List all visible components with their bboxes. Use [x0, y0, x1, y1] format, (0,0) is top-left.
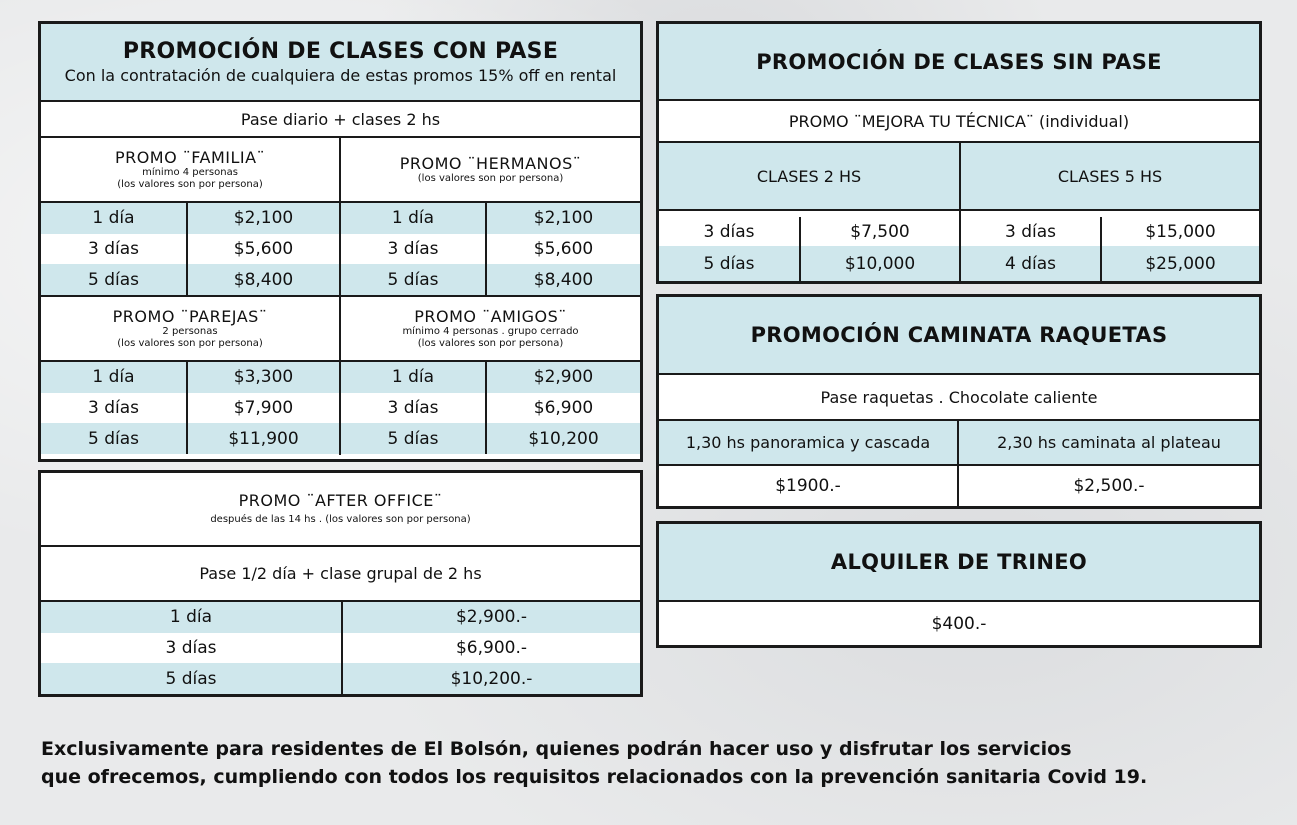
days-cell: 5 días — [341, 423, 487, 454]
price-cell: $2,100 — [533, 208, 594, 229]
sin-pase-panel — [656, 21, 1262, 284]
days-cell: 1 día — [41, 602, 343, 633]
price-cell: $2,900 — [533, 367, 594, 388]
days-cell: 3 días — [659, 217, 801, 246]
after-office-title: PROMO ¨AFTER OFFICE¨ — [238, 491, 443, 510]
raquetas-options — [659, 421, 1259, 466]
mejora-tecnica-text: PROMO ¨MEJORA TU TÉCNICA¨ (individual) — [788, 111, 1130, 131]
sin-pase-header — [659, 24, 1259, 101]
days-cell: 3 días — [341, 234, 487, 265]
price-cell: $15,000 — [1145, 221, 1216, 242]
amigos-note2: (los valores son por persona) — [417, 337, 564, 349]
price-cell: $7,500 — [850, 221, 910, 242]
hermanos-name: PROMO ¨HERMANOS¨ — [399, 153, 582, 173]
after-office-panel — [38, 470, 643, 697]
table-row — [341, 362, 640, 393]
days-cell: 3 días — [41, 393, 188, 424]
price-cell: $11,900 — [228, 428, 299, 449]
raquetas-option1: 1,30 hs panoramica y cascada — [659, 421, 959, 464]
sin-pase-title: PROMOCIÓN DE CLASES SIN PASE — [756, 49, 1162, 74]
raquetas-includes-text: Pase raquetas . Chocolate caliente — [820, 387, 1098, 407]
raquetas-option2: 2,30 hs caminata al plateau — [997, 433, 1221, 452]
table-row — [341, 234, 640, 265]
familia-hermanos-header — [41, 138, 640, 203]
amigos-price-table — [341, 362, 640, 455]
residents-note-line1: Exclusivamente para residentes de El Bolsón, quienes podrán hacer uso y disfrutar los servicios — [41, 738, 1072, 760]
price-cell: $25,000 — [1145, 253, 1216, 274]
con-pase-panel — [38, 21, 643, 462]
clases-2hs-header: CLASES 2 HS — [659, 143, 961, 209]
price-cell: $2,900.- — [455, 607, 528, 628]
trineo-panel — [656, 521, 1262, 648]
days-cell: 1 día — [41, 203, 188, 234]
table-row — [341, 203, 640, 234]
price-cell: $10,200 — [528, 428, 599, 449]
days-cell: 3 días — [341, 393, 487, 424]
days-cell: 5 días — [41, 264, 188, 295]
days-cell: 1 día — [41, 362, 188, 393]
sin-pase-promo-line — [659, 101, 1259, 143]
parejas-note1: 2 personas — [162, 325, 218, 337]
parejas-note2: (los valores son por persona) — [117, 337, 263, 349]
days-cell: 1 día — [341, 362, 487, 393]
price-cell: $3,300 — [233, 367, 294, 388]
days-cell: 5 días — [41, 423, 188, 454]
hermanos-note1: (los valores son por persona) — [417, 172, 564, 184]
con-pase-title: PROMOCIÓN DE CLASES CON PASE — [122, 39, 559, 64]
raquetas-header — [659, 297, 1259, 375]
parejas-header — [41, 297, 341, 360]
after-office-pass-line — [41, 547, 640, 602]
table-row — [41, 663, 640, 694]
price-cell: $6,900 — [533, 397, 594, 418]
familia-hermanos-prices — [41, 203, 640, 297]
hermanos-price-table — [341, 203, 640, 295]
con-pase-header — [41, 24, 640, 102]
clases-2hs-table — [659, 211, 961, 281]
familia-note2: (los valores son por persona) — [117, 178, 263, 190]
clases-5hs-table — [961, 211, 1259, 281]
after-office-pass-text: Pase 1/2 día + clase grupal de 2 hs — [199, 564, 482, 583]
raquetas-price1: $1900.- — [659, 466, 959, 506]
table-row — [961, 246, 1259, 281]
price-cell: $8,400 — [533, 269, 594, 290]
after-office-note: después de las 14 hs . (los valores son por persona) — [210, 514, 471, 525]
price-cell: $5,600 — [233, 238, 294, 259]
price-cell: $7,900 — [233, 397, 294, 418]
table-row — [41, 234, 339, 265]
price-cell: $2,100 — [233, 208, 294, 229]
trineo-price-row — [659, 602, 1259, 645]
raquetas-includes — [659, 375, 1259, 421]
after-office-header — [41, 473, 640, 547]
after-office-prices — [41, 602, 640, 694]
table-row — [341, 393, 640, 424]
trineo-header — [659, 524, 1259, 602]
days-cell: 5 días — [659, 246, 801, 281]
amigos-note1: mínimo 4 personas . grupo cerrado — [402, 325, 579, 337]
residents-note-line2: que ofrecemos, cumpliendo con todos los requisitos relacionados con la prevención sanitaria Covid 19. — [41, 766, 1148, 788]
days-cell: 4 días — [961, 246, 1102, 281]
sin-pase-col-headers — [659, 143, 1259, 211]
parejas-name: PROMO ¨PAREJAS¨ — [112, 306, 268, 326]
raquetas-title: PROMOCIÓN CAMINATA RAQUETAS — [750, 323, 1168, 347]
table-row — [961, 211, 1259, 246]
parejas-price-table — [41, 362, 341, 455]
pass-line-text: Pase diario + clases 2 hs — [240, 109, 441, 129]
table-row — [41, 393, 339, 424]
familia-header — [41, 138, 341, 201]
hermanos-header — [341, 138, 640, 201]
raquetas-panel — [656, 294, 1262, 509]
clases-5hs-header: CLASES 5 HS — [1057, 166, 1163, 186]
price-cell: $10,200.- — [450, 668, 533, 689]
price-cell: $8,400 — [233, 269, 294, 290]
familia-price-table — [41, 203, 341, 295]
parejas-amigos-prices — [41, 362, 640, 455]
parejas-amigos-header — [41, 297, 640, 362]
sin-pase-prices — [659, 211, 1259, 281]
table-row — [41, 362, 339, 393]
days-cell: 1 día — [341, 203, 487, 234]
table-row — [341, 264, 640, 295]
table-row — [41, 423, 339, 454]
familia-note1: mínimo 4 personas — [142, 166, 238, 178]
days-cell: 5 días — [41, 663, 343, 694]
price-cell: $6,900.- — [455, 637, 528, 658]
table-row — [41, 602, 640, 633]
table-row — [341, 423, 640, 454]
amigos-name: PROMO ¨AMIGOS¨ — [414, 306, 567, 326]
amigos-header — [341, 297, 640, 360]
familia-name: PROMO ¨FAMILIA¨ — [114, 147, 266, 167]
days-cell: 3 días — [961, 217, 1102, 246]
con-pase-pass-line — [41, 102, 640, 138]
con-pase-subtitle: Con la contratación de cualquiera de estas promos 15% off en rental — [64, 66, 617, 85]
table-row — [659, 211, 959, 246]
days-cell: 5 días — [341, 264, 487, 295]
price-cell: $5,600 — [533, 238, 594, 259]
raquetas-price2: $2,500.- — [1073, 476, 1145, 496]
table-row — [41, 264, 339, 295]
raquetas-prices — [659, 466, 1259, 506]
days-cell: 3 días — [41, 234, 188, 265]
residents-note — [41, 735, 1241, 791]
table-row — [41, 203, 339, 234]
trineo-price: $400.- — [931, 613, 987, 634]
table-row — [659, 246, 959, 281]
days-cell: 3 días — [41, 633, 343, 664]
trineo-title: ALQUILER DE TRINEO — [830, 550, 1088, 574]
table-row — [41, 633, 640, 664]
price-cell: $10,000 — [844, 253, 916, 274]
